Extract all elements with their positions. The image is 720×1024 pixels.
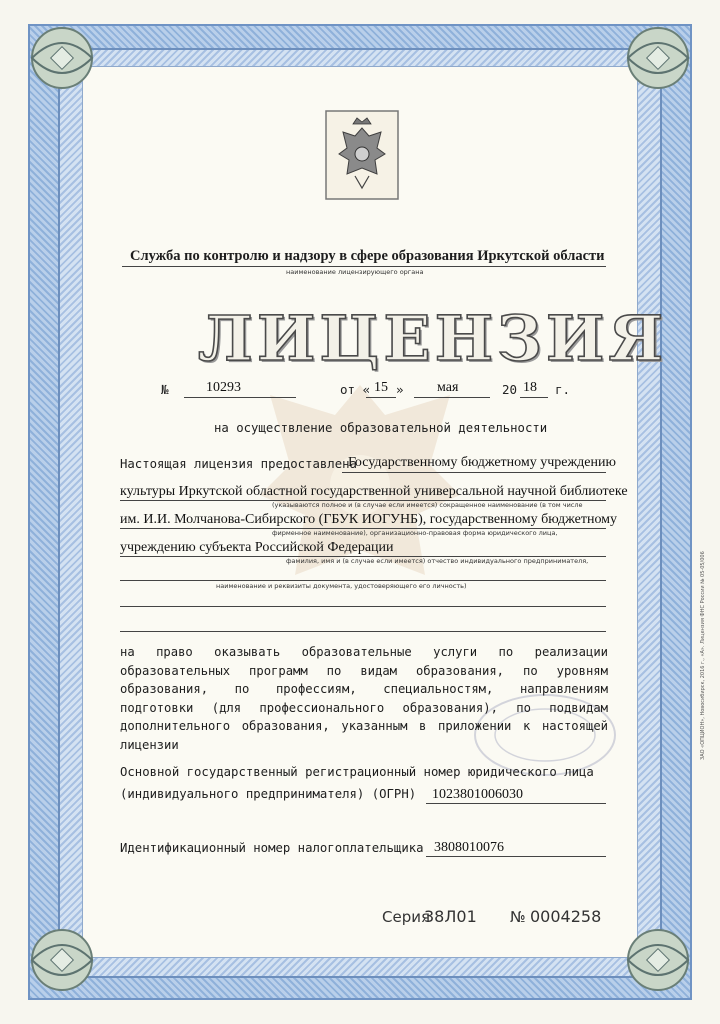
licensing-authority: Служба по контролю и надзору в сфере образования Иркутской области bbox=[130, 248, 605, 264]
inn-label: Идентификационный номер налогоплательщика bbox=[120, 841, 424, 855]
year-label: г. bbox=[555, 382, 571, 397]
serial-number-label: № bbox=[510, 908, 526, 926]
license-purpose: на осуществление образовательной деятельности bbox=[214, 421, 548, 435]
inn-value: 3808010076 bbox=[434, 840, 504, 855]
license-number: 10293 bbox=[206, 380, 241, 395]
ogrn-value: 1023801006030 bbox=[432, 787, 523, 802]
inn-underline bbox=[426, 856, 606, 857]
year-underline bbox=[520, 397, 548, 398]
number-underline bbox=[184, 397, 296, 398]
grantee-caption-3: фирменное наименование), организационно-правовая форма юридического лица, bbox=[272, 529, 558, 537]
document-title: ЛИЦЕНЗИЯ bbox=[198, 302, 668, 375]
grantee-underline-1 bbox=[342, 472, 606, 473]
authority-caption: наименование лицензирующего органа bbox=[286, 268, 424, 276]
grantee-lead: Настоящая лицензия предоставлена bbox=[120, 457, 357, 471]
rights-paragraph: на право оказывать образовательные услуги по реализации образовательных программ по видам образования, по уровням образования, по профессиям, специальностям, направлениям подготовки (для профессионального образования), по подвидам дополнительного образования, указанным в приложении к настоящей лицензии bbox=[120, 645, 608, 752]
grantee-caption-2: (указываются полное и (в случае если имеется) сокращенное наименование (в том числе bbox=[272, 501, 583, 509]
ogrn-label-2: (индивидуального предпринимателя) (ОГРН) bbox=[120, 787, 417, 801]
series-value: 38Л01 bbox=[424, 907, 477, 926]
grantee-line-4: учреждению субъекта Российской Федерации bbox=[120, 540, 394, 555]
grantee-caption-5: наименование и реквизиты документа, удостоверяющего его личность) bbox=[216, 582, 467, 590]
year-suffix: 18 bbox=[523, 380, 537, 395]
number-label: № bbox=[161, 382, 169, 397]
grantee-caption-4: фамилия, имя и (в случае если имеется) отчество индивидуального предпринимателя, bbox=[286, 557, 589, 565]
grantee-line-2: культуры Иркутской областной государственной универсальной научной библиотеке bbox=[120, 484, 628, 499]
coat-of-arms-icon bbox=[325, 110, 399, 200]
serial-number: 0004258 bbox=[530, 907, 602, 926]
ogrn-underline bbox=[426, 803, 606, 804]
printer-note: ЗАО «ОПЦИОН», Новосибирск, 2016 г., «А». Лицензия ФНС России № 05-05/006 bbox=[700, 551, 706, 760]
grantee-line-3: им. И.И. Молчанова-Сибирского (ГБУК ИОГУНБ), государственному бюджетному bbox=[120, 512, 618, 527]
year-prefix: 20 bbox=[502, 382, 518, 397]
grantee-underline-5 bbox=[120, 580, 606, 581]
grantee-underline-7 bbox=[120, 631, 606, 632]
corner-ornament-icon bbox=[22, 18, 102, 98]
grantee-underline-6 bbox=[120, 606, 606, 607]
authority-underline bbox=[122, 266, 606, 267]
ogrn-label-1: Основной государственный регистрационный номер юридического лица bbox=[120, 765, 594, 779]
grantee-line-1: Государственному бюджетному учреждению bbox=[348, 455, 616, 470]
corner-ornament-icon bbox=[22, 920, 102, 1000]
date-close-quote: » bbox=[396, 382, 404, 397]
day-underline bbox=[366, 397, 396, 398]
corner-ornament-icon bbox=[618, 18, 698, 98]
month-underline bbox=[414, 397, 490, 398]
corner-ornament-icon bbox=[618, 920, 698, 1000]
date-month: мая bbox=[437, 380, 459, 395]
series-label: Серия bbox=[382, 908, 430, 926]
date-day: 15 bbox=[374, 380, 388, 395]
date-from-label: от « bbox=[340, 382, 371, 397]
